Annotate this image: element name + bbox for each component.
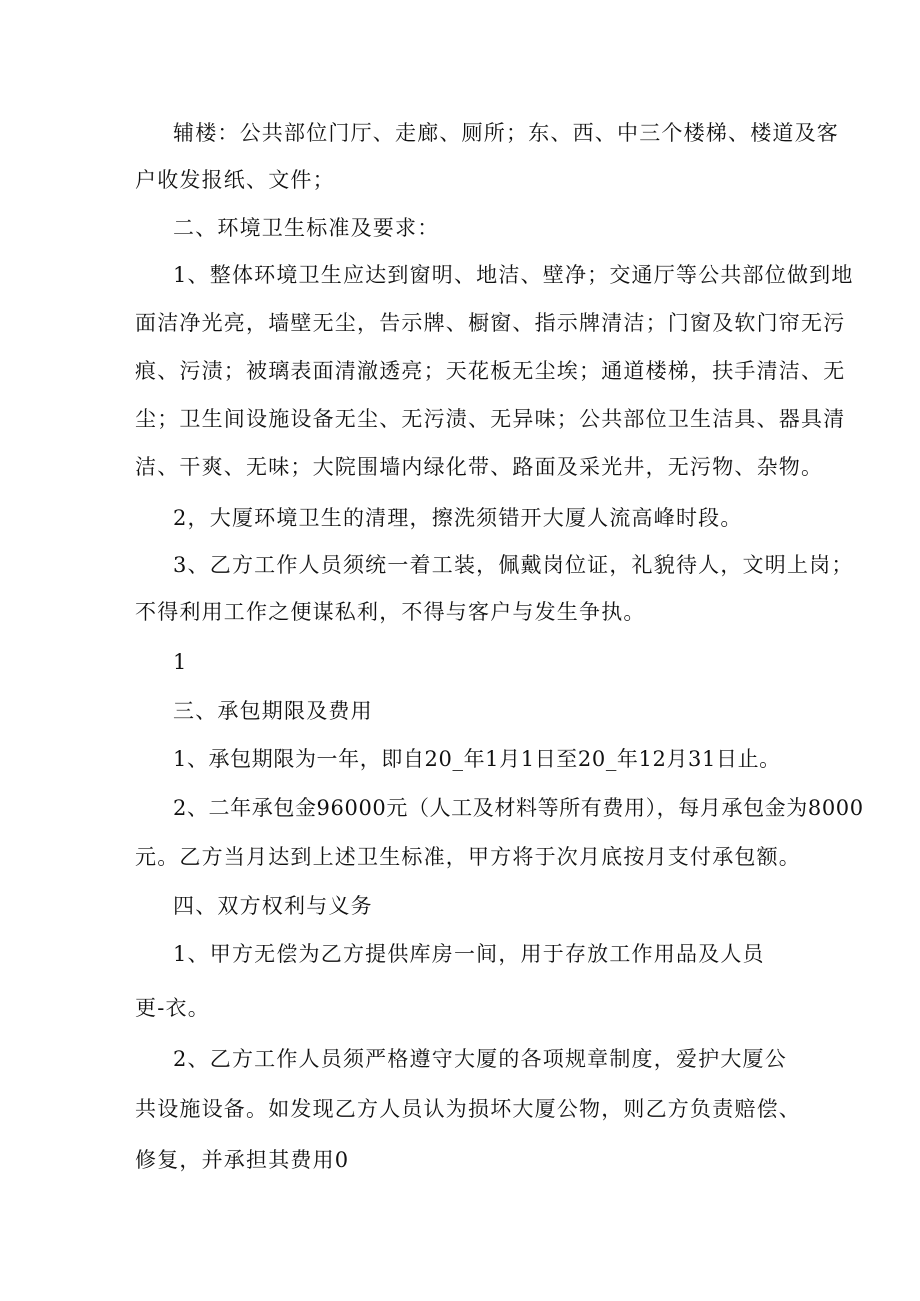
paragraph-line: 1、甲方无偿为乙方提供库房一间，用于存放工作用品及人员 [173,942,765,966]
paragraph-line: 更-衣。 [135,996,210,1020]
paragraph-line: 共设施设备。如发现乙方人员认为损坏大厦公物，则乙方负责赔偿、 [135,1097,801,1121]
paragraph-line: 不得利用工作之便谋私利，不得与客户与发生争执。 [135,600,646,624]
paragraph-line: 元。乙方当月达到上述卫生标准，甲方将于次月底按月支付承包额。 [135,845,801,869]
page-number: 1 [173,650,188,674]
paragraph-line: 2，大厦环境卫生的清理，擦洗须错开大厦人流高峰时段。 [173,506,743,530]
section-heading: 四、双方权利与义务 [173,894,373,918]
paragraph-line: 2、乙方工作人员须严格遵守大厦的各项规章制度，爱护大厦公 [173,1047,787,1071]
section-heading: 三、承包期限及费用 [173,699,373,723]
paragraph-line: 面洁净光亮，墙壁无尘，告示牌、橱窗、指示牌清洁；门窗及软门帘无污 [135,311,846,335]
paragraph-line: 3、乙方工作人员须统一着工装，佩戴岗位证，礼貌待人，文明上岗； [173,553,854,577]
paragraph-line: 尘；卫生间设施设备无尘、无污渍、无异味；公共部位卫生洁具、器具清 [135,407,846,431]
paragraph-line: 2、二年承包金96000元（人工及材料等所有费用），每月承包金为8000 [173,796,864,820]
paragraph-line: 痕、污渍；被璃表面清澈透亮；天花板无尘埃；通道楼梯，扶手清洁、无 [135,359,846,383]
section-heading: 二、环境卫生标准及要求： [173,216,440,240]
paragraph-line: 辅楼：公共部位门厅、走廊、厕所；东、西、中三个楼梯、楼道及客 [173,121,839,145]
paragraph-line: 1、承包期限为一年，即自20_年1月1日至20_年12月31日止。 [173,747,781,771]
paragraph-line: 1、整体环境卫生应达到窗明、地洁、壁净；交通厅等公共部位做到地 [173,263,854,287]
paragraph-line: 修复，并承担其费用0 [135,1148,350,1172]
paragraph-line: 户收发报纸、文件； [135,168,335,192]
paragraph-line: 洁、干爽、无味；大院围墙内绿化带、路面及采光井，无污物、杂物。 [135,455,824,479]
